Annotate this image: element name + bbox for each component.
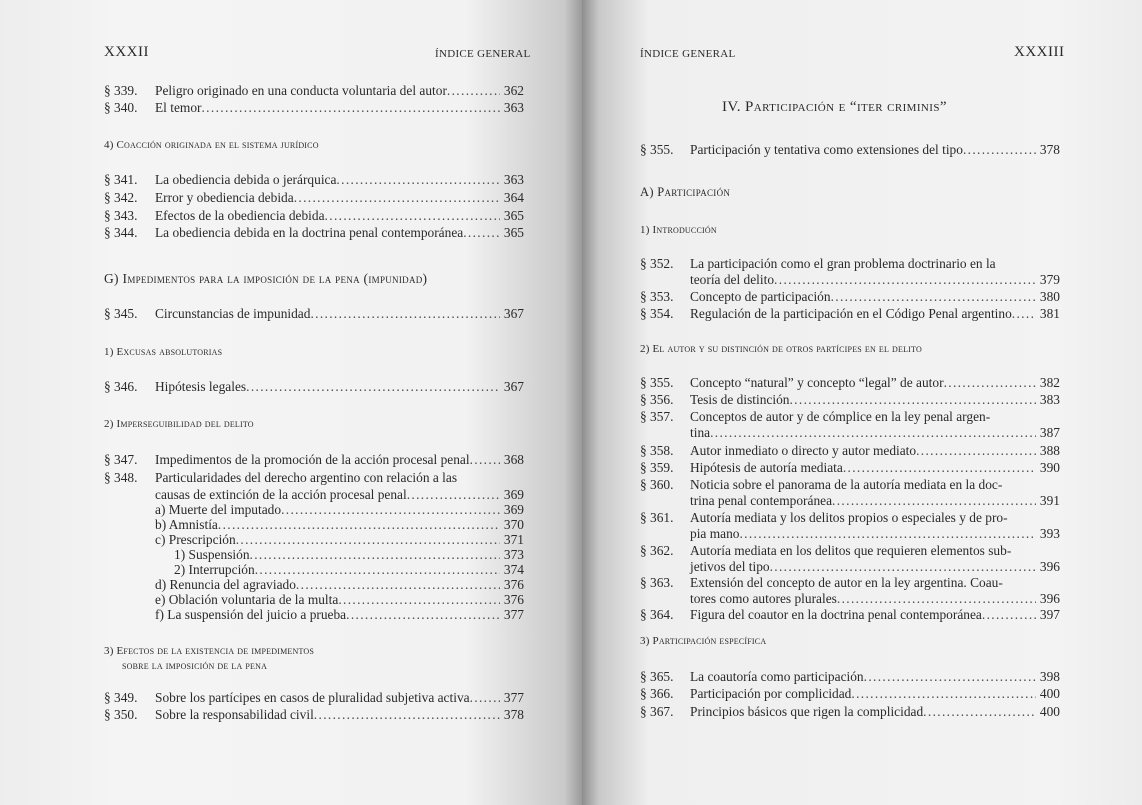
section-heading: 1) Excusas absolutorias bbox=[104, 346, 223, 358]
running-head: ÍNDICE GENERAL bbox=[435, 48, 531, 60]
page-number: XXXIII bbox=[1014, 44, 1065, 60]
running-head: ÍNDICE GENERAL bbox=[640, 48, 736, 60]
section-heading-continuation: sobre la imposición de la pena bbox=[122, 660, 268, 672]
section-heading: 3) Participación específica bbox=[640, 635, 767, 647]
left-page: XXXII ÍNDICE GENERAL § 339. Peligro originado en una conducta voluntaria del autor . . . 362 § 340. El temor . . . 363 4) Coacción originada en el sistema jurídico § 341. La obediencia debida o jerárquica . . . 363 § 342. Error y obediencia debida . . . 364 § 343. Efectos de la obediencia debida . . . 365 § 344. La obediencia debida en la doctrina penal contemporánea . . . 365 G) Impedimentos para la imposición de la pena (impunidad) § 345. Circunstancias de impunidad . . . 367 1) Excusas absolutorias § 346. Hipótesis legales . . . 367 2) Imperseguibilidad del delito § 347. Impedimentos de la promoción de la acción procesal penal . . . 368 § 348. Particularidades del derecho argentino con relación a las causas de extinción de la acción procesal penal . . . 369 a) Muerte del imputado . . . 369 b) Amnistía . . . 370 c) Prescripción . . . 371 1) Suspensión . . . 373 2) Interrupción . . . 374 d) Renuncia del agraviado . . . 376 e) Oblación voluntaria de la multa . . . 376 f) La suspensión del juicio a prueba . . . 377 3) Efectos de la existencia de impedimentos sobre la imposición de la pena § 349. Sobre los partícipes en casos de pluralidad subjetiva activa . . . 377 § 350. Sobre la responsabilidad civil . . . 378 bbox=[0, 0, 582, 805]
right-page: ÍNDICE GENERAL XXXIII IV. Participación e “iter criminis” § 355. Participación y tentativa como extensiones del tipo . . . 378 A) Participación 1) Introducción § 352. La participación como el gran problema doctrinario en la teoría del delito . . . 379 § 353. Concepto de participación . . . 380 § 354. Regulación de la participación en el Código Penal argentino . . . 381 2) El autor y su distinción de otros partícipes en el delito § 355. Concepto “natural” y concepto “legal” de autor . . . 382 § 356. Tesis de distinción . . . 383 § 357. Conceptos de autor y de cómplice en la ley penal argen- tina . . . 387 § 358. Autor inmediato o directo y autor mediato . . . 388 § 359. Hipótesis de autoría mediata . . . 390 § 360. Noticia sobre el panorama de la autoría mediata en la doc- trina penal contemporánea . . . 391 § 361. Autoría mediata y los delitos propios o especiales y de pro- pia mano . . . 393 § 362. Autoría mediata en los delitos que requieren elementos sub- jetivos del tipo . . . 396 § 363. Extensión del concepto de autor en la ley argentina. Coau- tores como autores plurales . . . 396 § 364. Figura del coautor en la doctrina penal contemporánea . . . 397 3) Participación específica § 365. La coautoría como participación . . . 398 § 366. Participación por complicidad . . . 400 § 367. Principios básicos que rigen la complicidad . . . 400 bbox=[582, 0, 1142, 805]
chapter-title: IV. Participación e “iter criminis” bbox=[722, 99, 947, 115]
section-heading: 2) Imperseguibilidad del delito bbox=[104, 418, 254, 430]
page-number: XXXII bbox=[104, 44, 149, 60]
section-heading: 1) Introducción bbox=[640, 224, 717, 236]
section-heading: 3) Efectos de la existencia de impedimentos bbox=[104, 645, 315, 657]
part-heading: A) Participación bbox=[640, 185, 731, 199]
part-heading: G) Impedimentos para la imposición de la pena (impunidad) bbox=[104, 271, 428, 286]
section-heading: 4) Coacción originada en el sistema jurídico bbox=[104, 139, 319, 151]
section-heading: 2) El autor y su distinción de otros partícipes en el delito bbox=[640, 343, 922, 355]
